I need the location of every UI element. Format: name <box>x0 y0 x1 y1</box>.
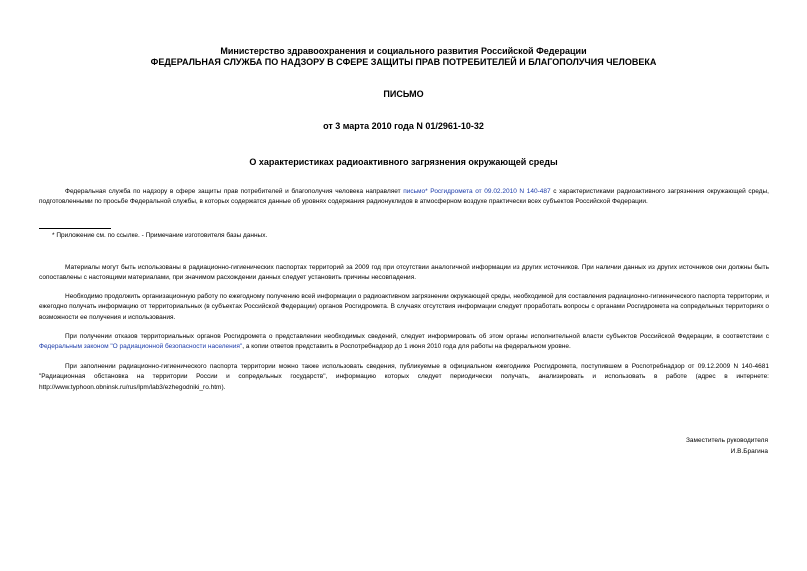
document-type: ПИСЬМО <box>383 89 424 99</box>
footnote-divider <box>39 228 111 229</box>
service-heading: ФЕДЕРАЛЬНАЯ СЛУЖБА ПО НАДЗОРУ В СФЕРЕ ЗАЩИТЫ ПРАВ ПОТРЕБИТЕЛЕЙ И БЛАГОПОЛУЧИЯ ЧЕЛОВЕКА <box>150 57 657 67</box>
rosgidromet-letter-link[interactable]: письмо* Росгидромета от 09.02.2010 N 140-487 <box>403 188 551 195</box>
paragraph-1-text-end: с характеристиками радиоактивного загрязнения окружающей среды, подготовленными по просьбе Федеральной службы, в которых содержатся данные об уровнях содержания радионуклидов в атмосферном воздухе практически всех субъектов Российской Федерации. <box>39 188 769 206</box>
paragraph-4-text-start: При получении отказов территориальных органов Росгидромета о представлении необходимых сведений, следует информировать об этом органы исполнительной власти субъектов Российской Федерации, в соответствии с <box>65 333 769 340</box>
radiation-safety-law-link[interactable]: Федеральным законом "О радиационной безопасности населения" <box>39 343 243 351</box>
paragraph-1-text-start: Федеральная служба по надзору в сфере защиты прав потребителей и благополучия человека направляет <box>65 188 404 195</box>
paragraph-2: Материалы могут быть использованы в радиационно-гигиенических паспортах территорий за 2009 год при отсутствии аналогичной информации из других источников. При наличии данных из других источников они должны быть сопоставлены с настоящими материалами, при значимом расхождении данных следует установить причины несовпадения. <box>39 264 769 282</box>
paragraph-4 <box>39 332 769 353</box>
paragraph-1 <box>39 187 769 208</box>
paragraph-3: Необходимо продолжить организационную работу по ежегодному получению всей информации о радиоактивном загрязнении окружающей среды, необходимой для составления радиационно-гигиенического паспорта территории, и ежегодно получать информацию от территориальных (в субъектах Российской Федерации) органов Росгидромета. В случаях отсутствия информации следует проработать вопросы с органами Росгидромета на сопредельных территориях о возможности ее получения и использования. <box>39 293 769 321</box>
ministry-heading: Министерство здравоохранения и социального развития Российской Федерации <box>220 46 587 56</box>
footnote: * Приложение см. по ссылке. - Примечание изготовителя базы данных. <box>52 232 268 239</box>
signatory-name: И.В.Брагина <box>730 448 768 455</box>
signatory-position: Заместитель руководителя <box>686 437 768 444</box>
document-subject: О характеристиках радиоактивного загрязнения окружающей среды <box>249 157 558 167</box>
document-date-number: от 3 марта 2010 года N 01/2961-10-32 <box>323 121 484 131</box>
paragraph-4-text-end: , а копии ответов представить в Роспотребнадзор до 1 июня 2010 года для работы на федеральном уровне. <box>242 343 571 351</box>
paragraph-5: При заполнении радиационно-гигиенического паспорта территории можно также использовать сведения, публикуемые в официальном ежегоднике Росгидромета, поступившем в Роспотребнадзор от 09.12.2009 N 140-4681 "Радиационная обстановка на территории России и сопредельных государств", информацию которых следует периодически получать, анализировать и использовать в работе (адрес в интернете: http://www.typhoon.obninsk.ru/rus/lpm/lab3/ezhegodniki_ro.htm). <box>39 363 769 391</box>
